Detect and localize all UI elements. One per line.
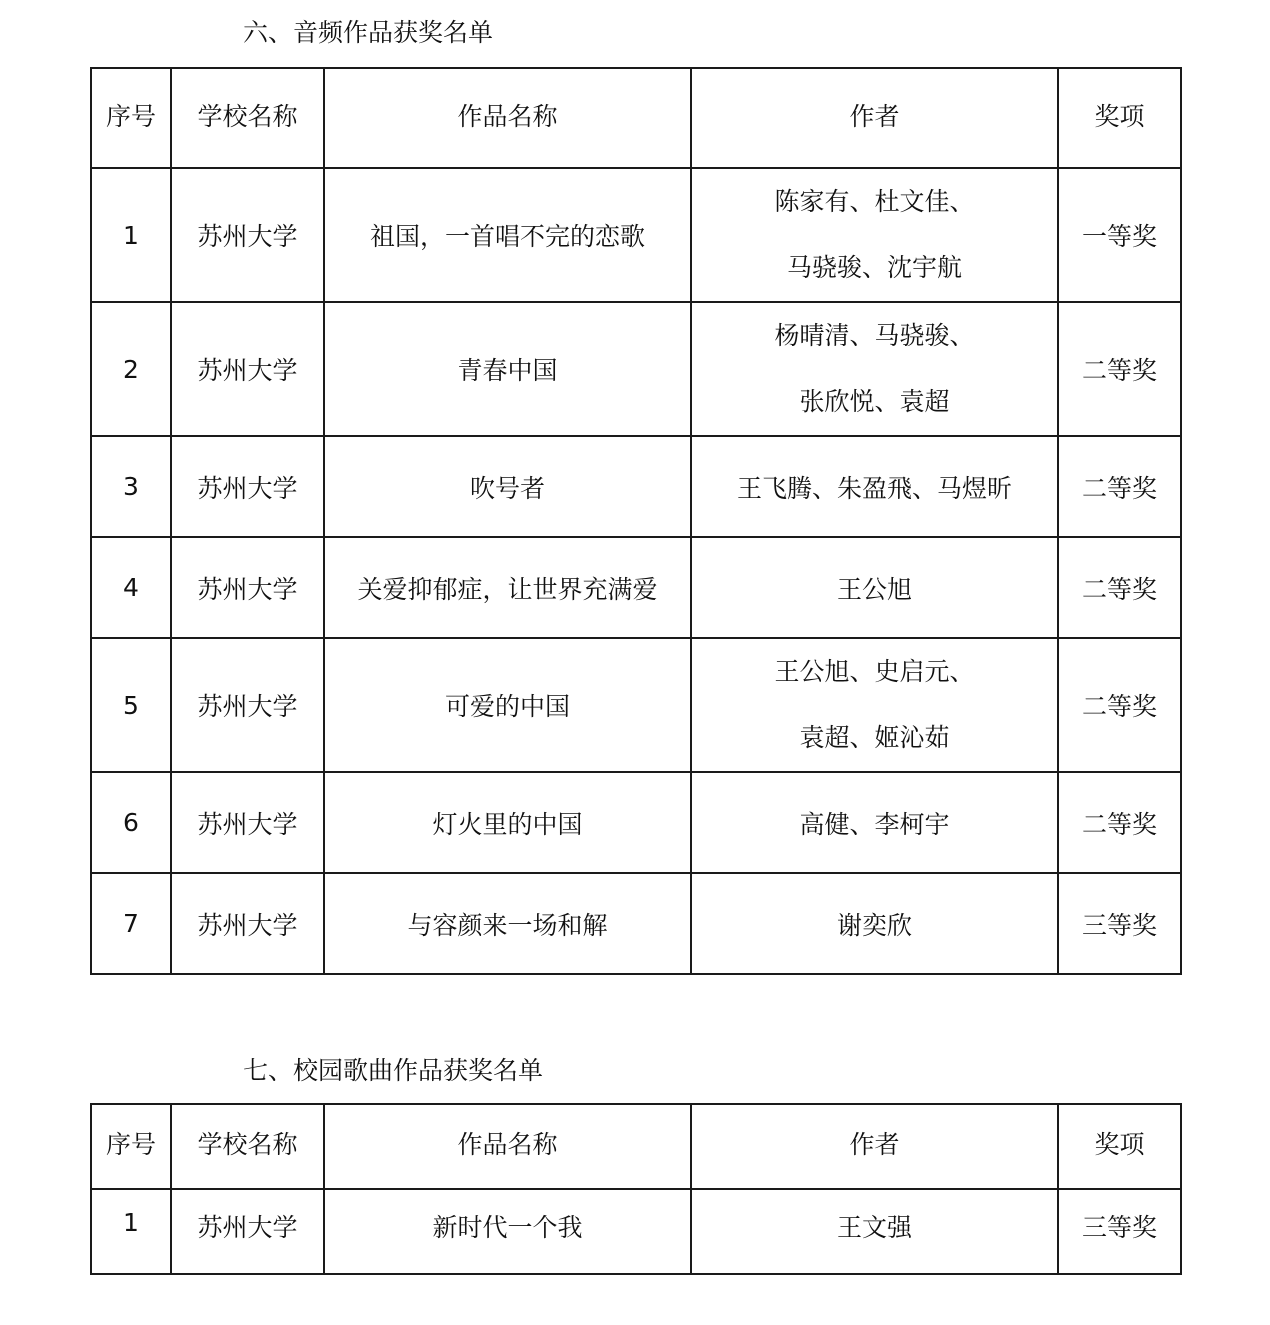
cell-no: 3 <box>91 436 171 537</box>
table-row <box>91 873 1181 974</box>
cell-no: 7 <box>91 873 171 974</box>
table-row <box>91 302 1181 436</box>
cell-school: 苏州大学 <box>171 772 324 873</box>
table-row <box>91 772 1181 873</box>
cell-award: 二等奖 <box>1058 302 1181 436</box>
cell-school: 苏州大学 <box>171 638 324 772</box>
cell-work: 青春中国 <box>324 302 691 436</box>
cell-school: 苏州大学 <box>171 168 324 302</box>
author-line: 张欣悦、袁超 <box>799 387 950 416</box>
header-work: 作品名称 <box>324 68 691 168</box>
cell-school: 苏州大学 <box>171 873 324 974</box>
author-line: 王公旭、史启元、 <box>774 657 975 686</box>
cell-no: 1 <box>91 168 171 302</box>
table-row <box>91 537 1181 638</box>
cell-authors: 高健、李柯宇 <box>691 772 1058 873</box>
cell-work: 新时代一个我 <box>324 1189 691 1274</box>
table-row <box>91 1189 1181 1274</box>
cell-authors <box>691 168 1058 302</box>
header-school: 学校名称 <box>171 68 324 168</box>
table-header-row <box>91 68 1181 168</box>
cell-award: 二等奖 <box>1058 537 1181 638</box>
cell-work: 与容颜来一场和解 <box>324 873 691 974</box>
cell-no: 5 <box>91 638 171 772</box>
table-row <box>91 638 1181 772</box>
cell-award: 三等奖 <box>1058 1189 1181 1274</box>
cell-no: 4 <box>91 537 171 638</box>
cell-work: 关爱抑郁症，让世界充满爱 <box>324 537 691 638</box>
cell-award: 二等奖 <box>1058 638 1181 772</box>
header-award: 奖项 <box>1058 1104 1181 1189</box>
cell-authors <box>691 638 1058 772</box>
cell-award: 一等奖 <box>1058 168 1181 302</box>
table-row <box>91 168 1181 302</box>
cell-award: 二等奖 <box>1058 772 1181 873</box>
cell-school: 苏州大学 <box>171 302 324 436</box>
cell-award: 二等奖 <box>1058 436 1181 537</box>
cell-authors: 王公旭 <box>691 537 1058 638</box>
header-work: 作品名称 <box>324 1104 691 1189</box>
cell-work: 可爱的中国 <box>324 638 691 772</box>
cell-work: 祖国，一首唱不完的恋歌 <box>324 168 691 302</box>
header-no: 序号 <box>91 68 171 168</box>
section-title-campus-song: 七、校园歌曲作品获奖名单 <box>243 1056 544 1085</box>
cell-no: 1 <box>91 1189 171 1274</box>
cell-authors: 王文强 <box>691 1189 1058 1274</box>
cell-no: 6 <box>91 772 171 873</box>
cell-school: 苏州大学 <box>171 1189 324 1274</box>
author-line: 马骁骏、沈宇航 <box>786 253 962 282</box>
table-row <box>91 436 1181 537</box>
cell-work: 灯火里的中国 <box>324 772 691 873</box>
author-line: 袁超、姬沁茹 <box>799 723 950 752</box>
cell-no: 2 <box>91 302 171 436</box>
author-line: 杨晴清、马骁骏、 <box>774 321 975 350</box>
header-school: 学校名称 <box>171 1104 324 1189</box>
header-authors: 作者 <box>691 1104 1058 1189</box>
table-header-row <box>91 1104 1181 1189</box>
header-authors: 作者 <box>691 68 1058 168</box>
header-no: 序号 <box>91 1104 171 1189</box>
cell-award: 三等奖 <box>1058 873 1181 974</box>
cell-authors: 王飞腾、朱盈飛、马煜昕 <box>691 436 1058 537</box>
header-award: 奖项 <box>1058 68 1181 168</box>
awards-table-audio <box>90 67 1182 975</box>
cell-school: 苏州大学 <box>171 436 324 537</box>
cell-authors: 谢奕欣 <box>691 873 1058 974</box>
cell-authors <box>691 302 1058 436</box>
author-line: 陈家有、杜文佳、 <box>774 187 975 216</box>
cell-work: 吹号者 <box>324 436 691 537</box>
cell-school: 苏州大学 <box>171 537 324 638</box>
awards-table-campus-song <box>90 1103 1182 1275</box>
section-title-audio: 六、音频作品获奖名单 <box>243 18 494 47</box>
